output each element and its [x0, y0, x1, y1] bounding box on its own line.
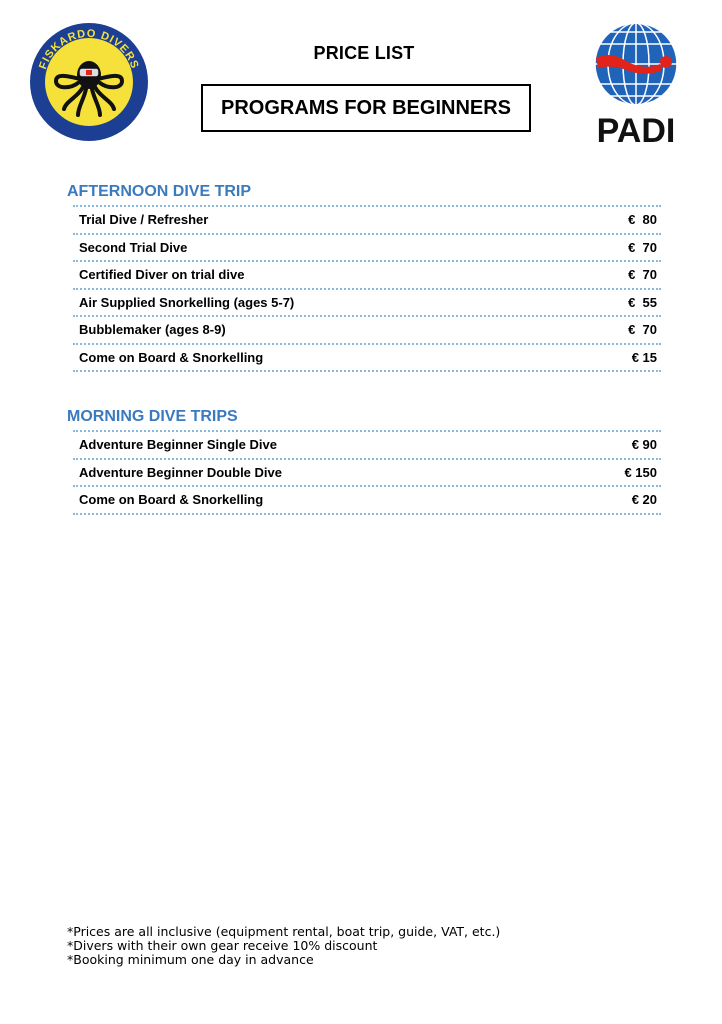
item-price: € 90 [631, 437, 657, 453]
item-price: € 20 [631, 492, 657, 508]
footnote: *Prices are all inclusive (equipment rental, boat trip, guide, VAT, etc.) [67, 924, 501, 939]
price-row [73, 262, 661, 290]
footnote: *Booking minimum one day in advance [67, 952, 314, 967]
padi-logo-text: PADI [596, 112, 676, 146]
section-title-afternoon: AFTERNOON DIVE TRIP [67, 183, 252, 200]
morning-price-list [73, 430, 661, 515]
item-name: Bubblemaker (ages 8-9) [79, 322, 226, 338]
item-price: € 150 [624, 464, 657, 480]
afternoon-price-list [73, 205, 661, 372]
footnote: *Divers with their own gear receive 10% discount [67, 938, 378, 953]
footnotes [67, 925, 500, 967]
item-name: Certified Diver on trial dive [79, 267, 245, 283]
item-name: Air Supplied Snorkelling (ages 5-7) [79, 294, 295, 310]
item-name: Adventure Beginner Single Dive [79, 437, 277, 453]
page-subtitle: PROGRAMS FOR BEGINNERS [201, 84, 531, 132]
price-row [73, 432, 661, 460]
item-name: Trial Dive / Refresher [79, 212, 209, 228]
logo-bottom-text: ECO · DIVE · RESORT [47, 86, 131, 125]
price-row [73, 460, 661, 488]
item-name: Adventure Beginner Double Dive [79, 464, 282, 480]
item-price: € 70 [628, 267, 657, 283]
page-title: PRICE LIST [313, 43, 415, 63]
item-price: € 80 [628, 212, 657, 228]
section-title-morning: MORNING DIVE TRIPS [67, 408, 238, 425]
fiskardo-divers-logo [28, 21, 150, 143]
price-row [73, 317, 661, 345]
item-name: Come on Board & Snorkelling [79, 349, 264, 365]
morning-section [67, 408, 661, 515]
item-price: € 55 [628, 294, 657, 310]
item-name: Come on Board & Snorkelling [79, 492, 264, 508]
logo-top-text: FISKARDO DIVERS [37, 27, 141, 71]
padi-logo [588, 22, 684, 146]
price-row [73, 487, 661, 515]
price-row [73, 290, 661, 318]
item-price: € 70 [628, 239, 657, 255]
item-price: € 70 [628, 322, 657, 338]
item-price: € 15 [631, 349, 657, 365]
price-row [73, 235, 661, 263]
price-row [73, 207, 661, 235]
afternoon-section [67, 183, 661, 372]
item-name: Second Trial Dive [79, 239, 188, 255]
price-row [73, 345, 661, 373]
